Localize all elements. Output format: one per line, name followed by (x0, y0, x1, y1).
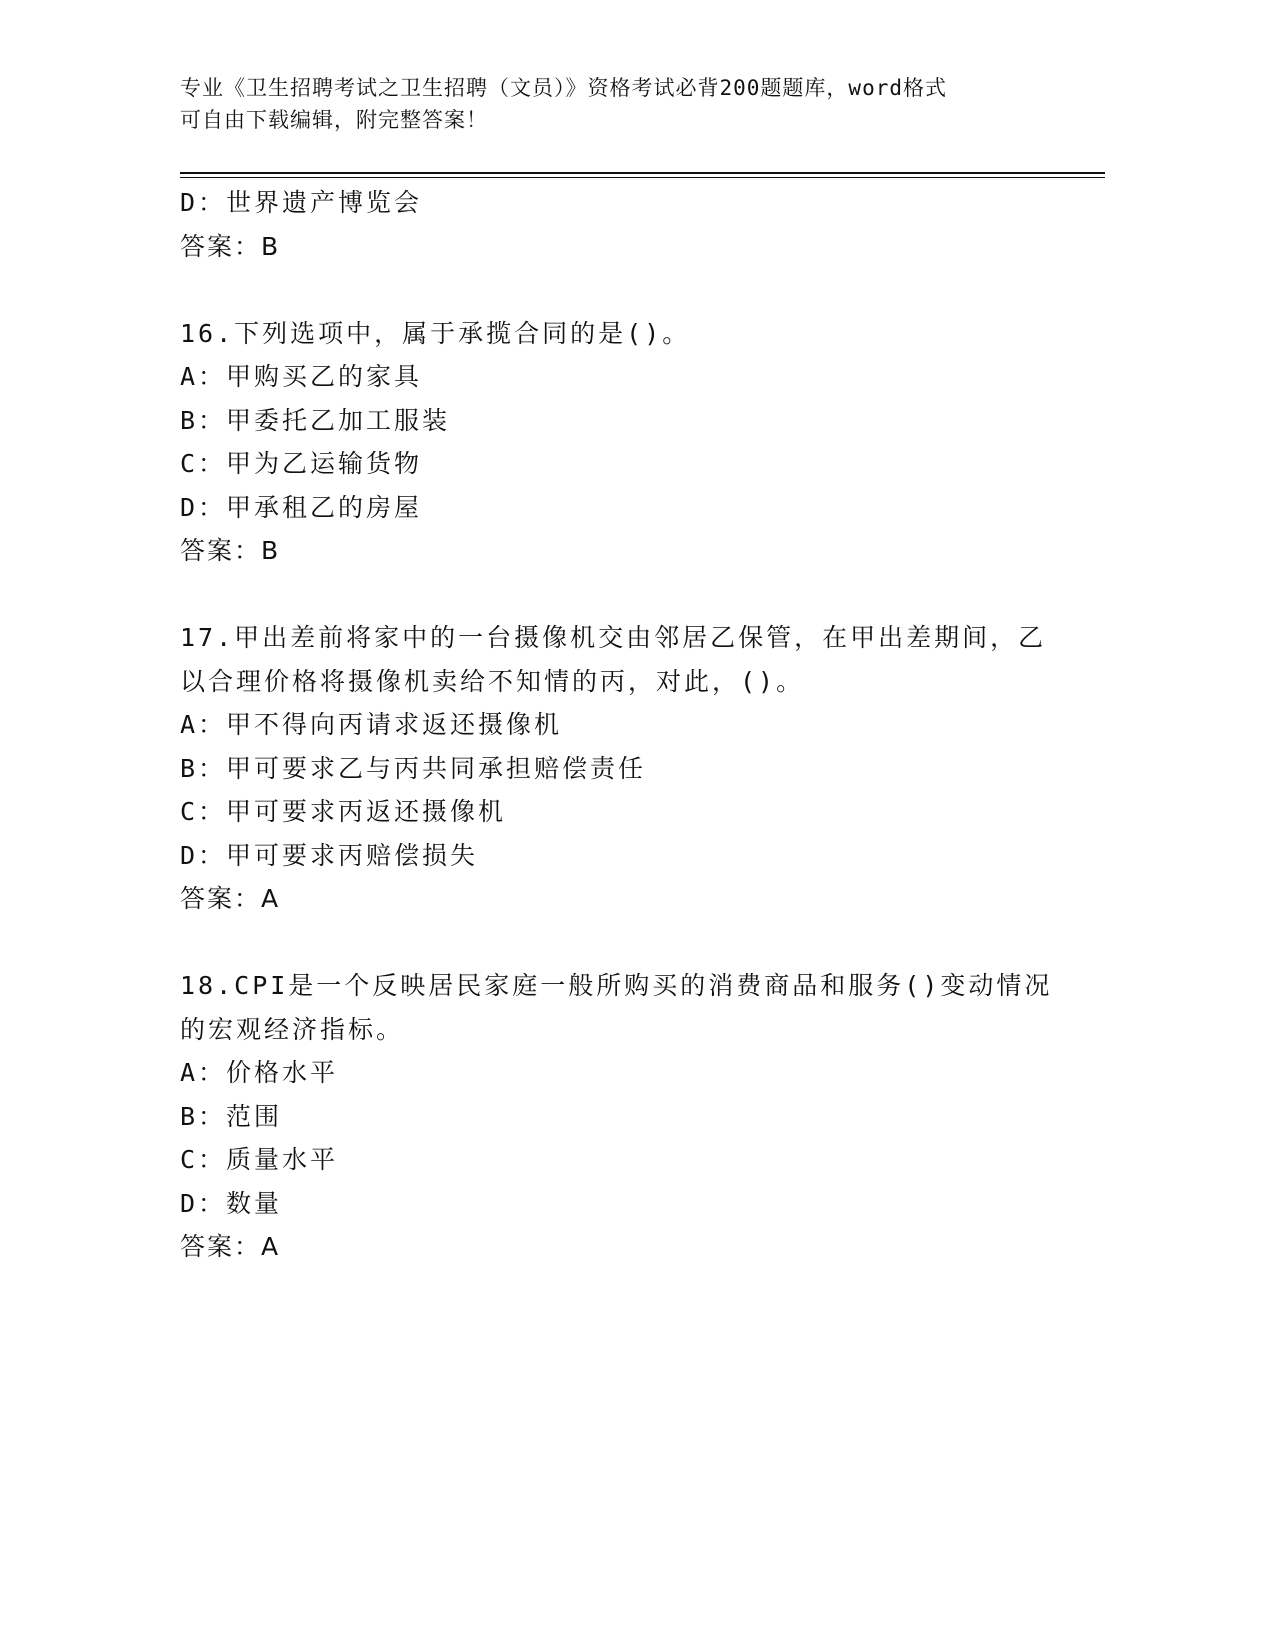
option-c: C：甲为乙运输货物 (180, 449, 423, 478)
header-divider-thin (180, 177, 1105, 178)
document-header (180, 72, 1060, 136)
question-stem-line-2: 的宏观经济指标。 (180, 1014, 405, 1044)
header-title-line-1: 专业《卫生招聘考试之卫生招聘（文员）》资格考试必背200题题库，word格式 (180, 76, 947, 100)
question-list (180, 181, 1060, 1269)
answer-line: 答案：A (180, 1232, 281, 1261)
question-stem-line-2: 以合理价格将摄像机卖给不知情的丙，对此，()。 (180, 666, 805, 696)
option-b: B：甲可要求乙与丙共同承担赔偿责任 (180, 753, 647, 783)
header-divider-thick (180, 172, 1105, 174)
option-d: D：甲可要求丙赔偿损失 (180, 840, 479, 870)
option-b: B：甲委托乙加工服装 (180, 405, 451, 435)
option-d: D：甲承租乙的房屋 (180, 492, 423, 522)
question-stem: 16.下列选项中，属于承揽合同的是()。 (180, 318, 691, 348)
question-stem-line-1: 18.CPI是一个反映居民家庭一般所购买的消费商品和服务()变动情况 (180, 971, 1053, 1000)
option-c: C：质量水平 (180, 1145, 339, 1174)
spacer (180, 921, 1060, 965)
option-a: A：甲不得向丙请求返还摄像机 (180, 710, 563, 739)
option-a: A：甲购买乙的家具 (180, 362, 423, 391)
answer-line: 答案：A (180, 884, 281, 913)
spacer (180, 268, 1060, 312)
header-title-line-2: 可自由下载编辑，附完整答案！ (180, 108, 488, 132)
question-block-15 (180, 181, 1060, 268)
question-block-18 (180, 964, 1060, 1269)
question-block-16 (180, 312, 1060, 573)
answer-line: 答案：B (180, 536, 281, 565)
question-stem-line-1: 17.甲出差前将家中的一台摄像机交由邻居乙保管，在甲出差期间，乙 (180, 623, 1047, 652)
option-d: D：数量 (180, 1188, 283, 1218)
option-d: D：世界遗产博览会 (180, 188, 423, 217)
option-b: B：范围 (180, 1101, 283, 1131)
question-block-17 (180, 616, 1060, 921)
answer-line: 答案：B (180, 231, 281, 261)
option-a: A：价格水平 (180, 1058, 339, 1087)
option-c: C：甲可要求丙返还摄像机 (180, 797, 507, 826)
spacer (180, 573, 1060, 617)
